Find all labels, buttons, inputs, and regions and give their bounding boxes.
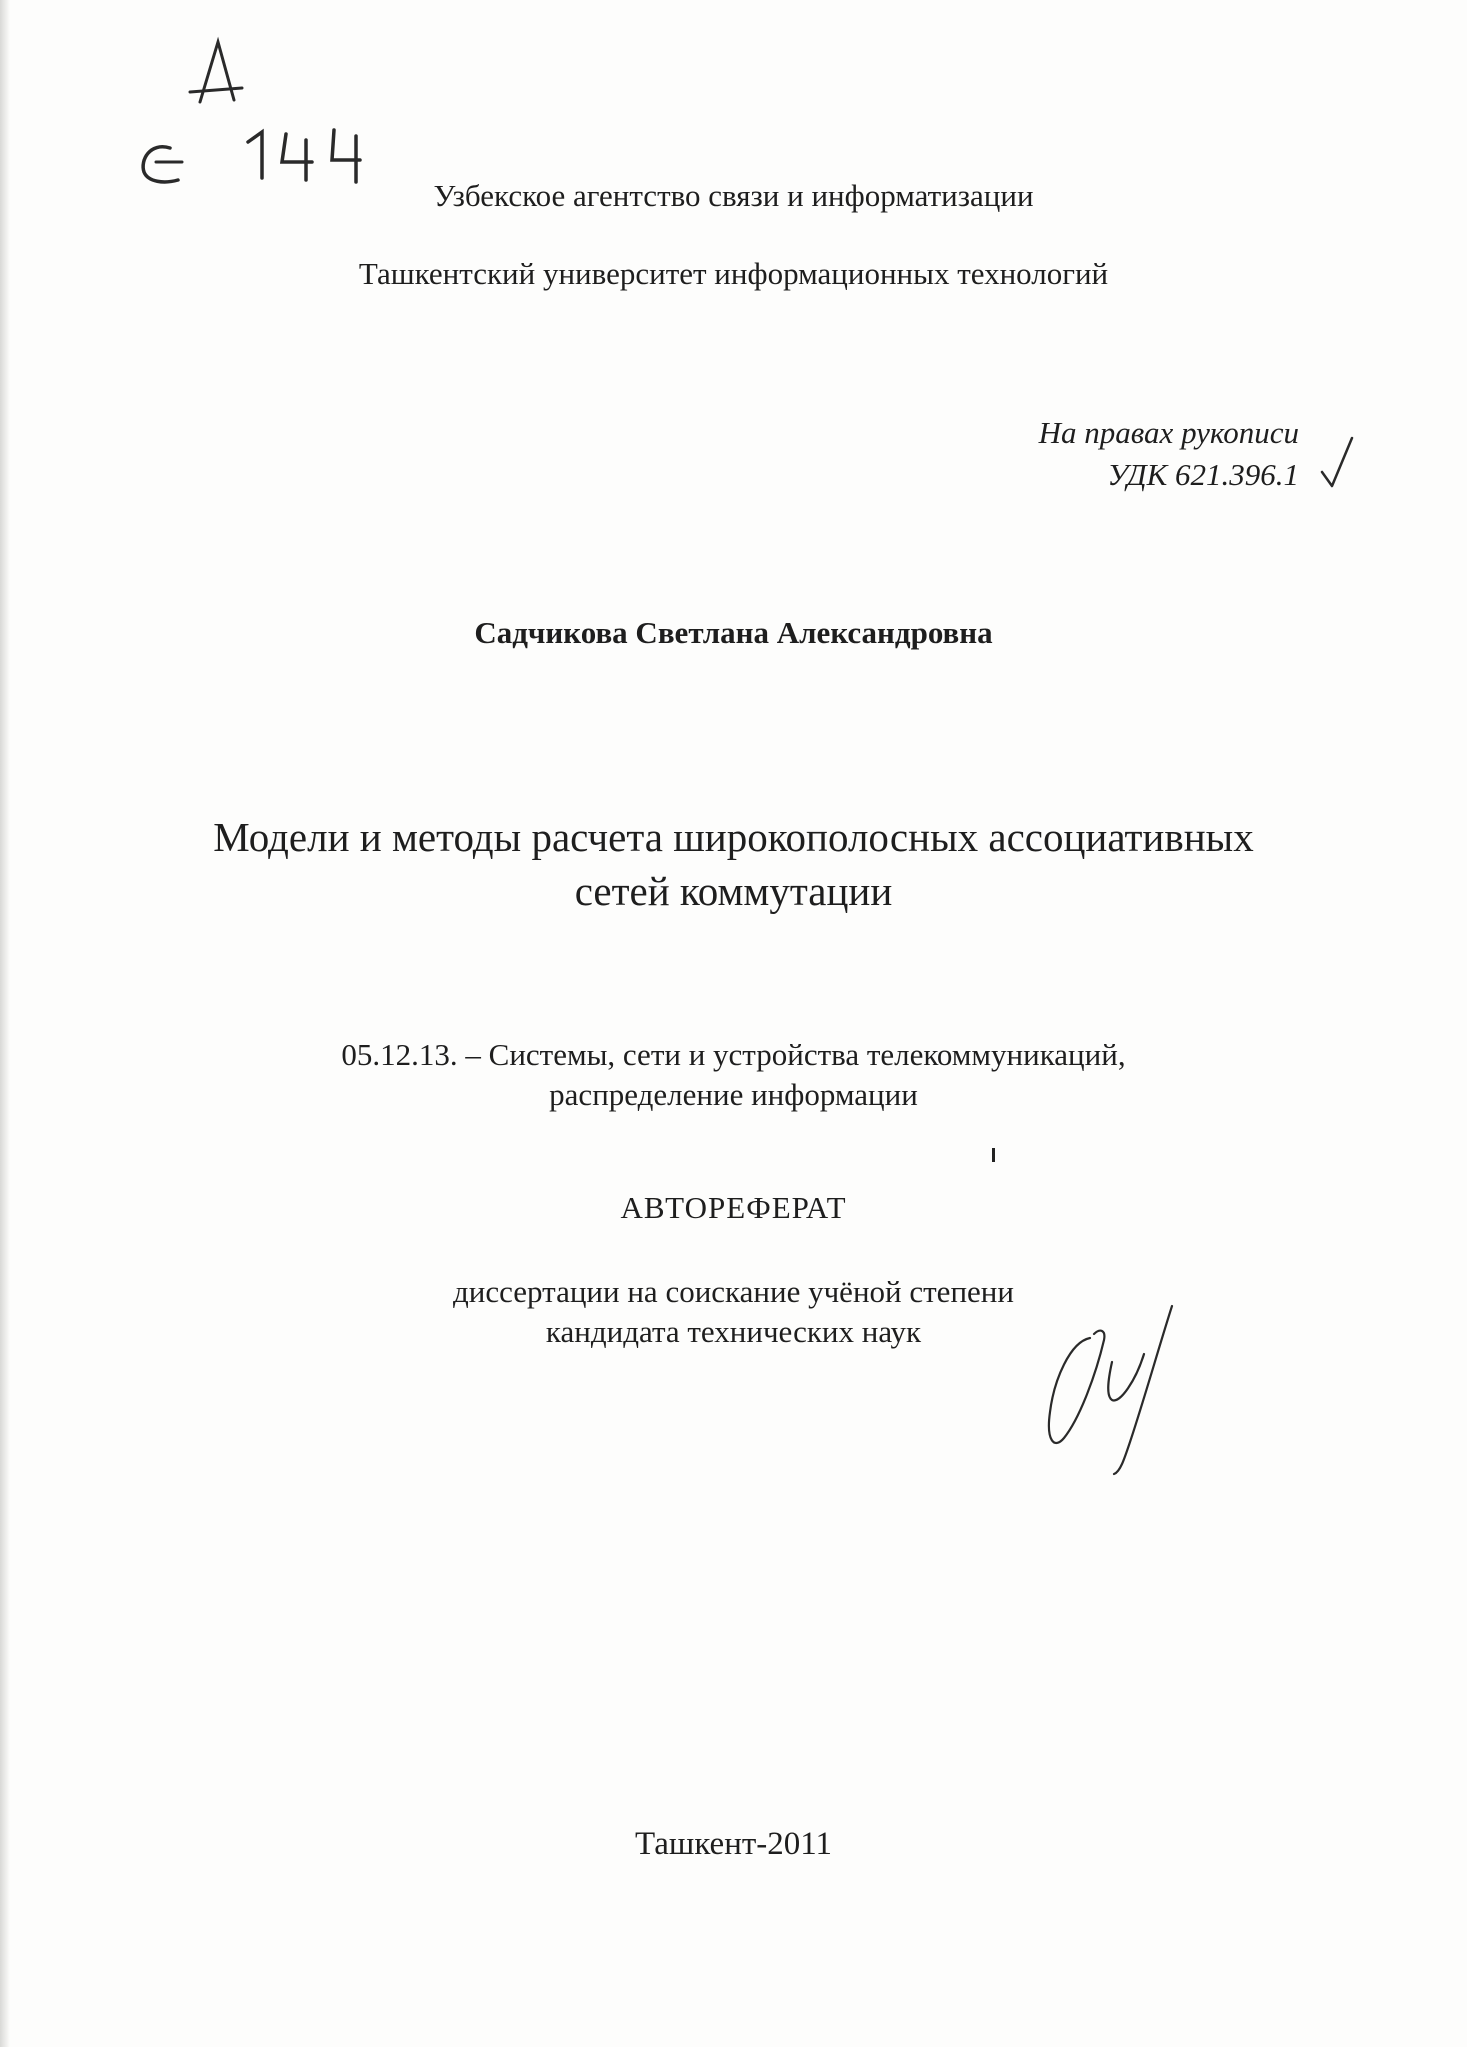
manuscript-meta [1039, 412, 1299, 496]
degree-line-2: кандидата технических наук [545, 1314, 922, 1349]
rights-note: На правах рукописи [1038, 415, 1299, 450]
scan-edge-shadow [0, 0, 10, 2047]
signature [1040, 1300, 1190, 1480]
agency-name: Узбекское агентство связи и информатизации [433, 178, 1034, 213]
author-name: Садчикова Светлана Александровна [474, 615, 993, 650]
check-mark-icon [1318, 432, 1354, 492]
specialty-line-2: распределение информации [549, 1077, 918, 1112]
title-line-2: сетей коммутации [574, 868, 893, 914]
document-type: АВТОРЕФЕРАТ [620, 1190, 847, 1225]
handwritten-catalog-mark [130, 30, 390, 190]
university-name: Ташкентский университет информационных технологий [358, 256, 1109, 291]
place-year: Ташкент-2011 [634, 1826, 833, 1862]
specialty-line-1: 05.12.13. – Системы, сети и устройства телекоммуникаций, [341, 1037, 1126, 1072]
scan-speck [992, 1148, 995, 1162]
title-line-1: Модели и методы расчета широкополосных ассоциативных [213, 814, 1254, 860]
udk-code: УДК 621.396.1 [1107, 457, 1299, 492]
degree-line-1: диссертации на соискание учёной степени [453, 1274, 1014, 1309]
